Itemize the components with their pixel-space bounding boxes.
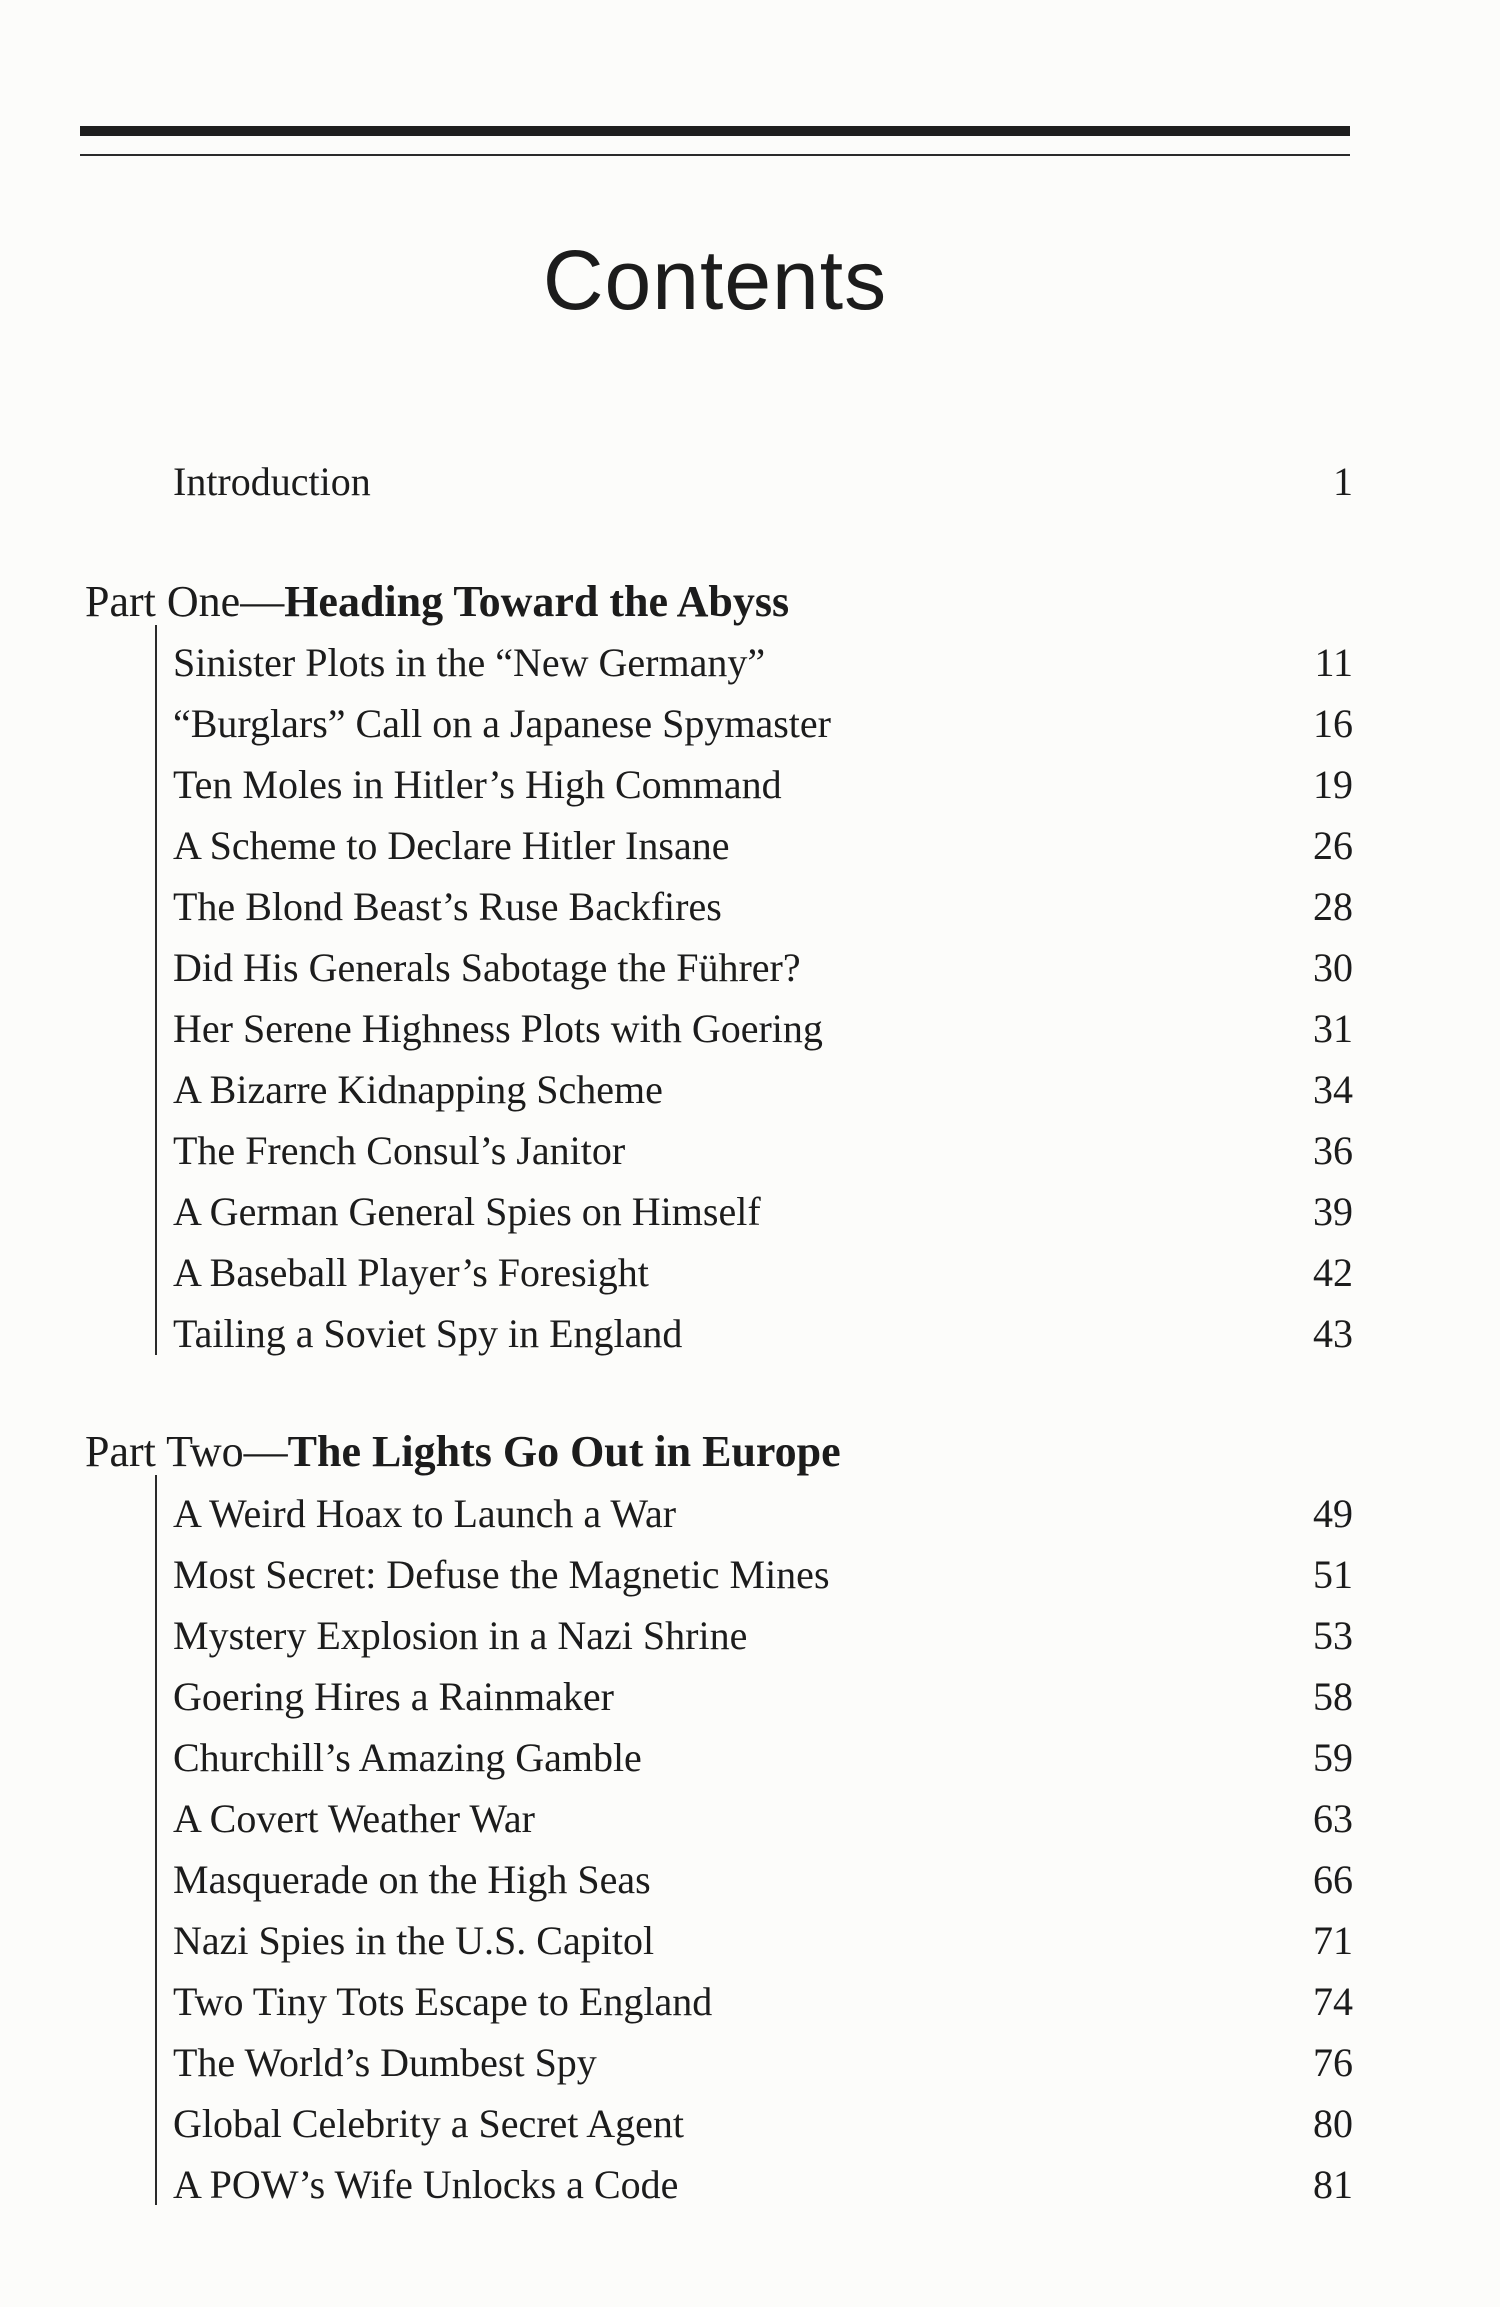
- toc-entry[interactable]: [173, 1794, 1353, 1844]
- toc-entry-title: A Baseball Player’s Foresight: [173, 1250, 649, 1295]
- toc-entry[interactable]: [173, 1733, 1353, 1783]
- toc-entry-page: 11: [1314, 640, 1353, 685]
- toc-entry-title: “Burglars” Call on a Japanese Spymaster: [173, 701, 831, 746]
- toc-entry[interactable]: [173, 1126, 1353, 1176]
- toc-entry[interactable]: [173, 2160, 1353, 2210]
- toc-entry-title: Ten Moles in Hitler’s High Command: [173, 762, 782, 807]
- part-one-heading: [85, 574, 789, 630]
- toc-entry-title: The Blond Beast’s Ruse Backfires: [173, 884, 722, 929]
- toc-entry[interactable]: [173, 2038, 1353, 2088]
- toc-entry[interactable]: [173, 943, 1353, 993]
- toc-entry-page: 74: [1313, 1979, 1353, 2024]
- toc-entry[interactable]: [173, 1916, 1353, 1966]
- header-rule-thin: [80, 154, 1350, 156]
- toc-entry-page: 42: [1313, 1250, 1353, 1295]
- part-dash: —: [240, 577, 285, 626]
- toc-entry-title: The World’s Dumbest Spy: [173, 2040, 597, 2085]
- toc-entry-title: Nazi Spies in the U.S. Capitol: [173, 1918, 655, 1963]
- page-title: Contents: [542, 233, 888, 327]
- toc-entry-title: Two Tiny Tots Escape to England: [173, 1979, 713, 2024]
- toc-entry-page: 66: [1313, 1857, 1353, 1902]
- toc-entry-page: 59: [1313, 1735, 1353, 1780]
- toc-entry-title: The French Consul’s Janitor: [173, 1128, 626, 1173]
- toc-entry[interactable]: [173, 1004, 1353, 1054]
- toc-entry-page: 28: [1313, 884, 1353, 929]
- toc-entry[interactable]: [173, 2099, 1353, 2149]
- part-title: Heading Toward the Abyss: [284, 577, 790, 626]
- toc-entry-title: Masquerade on the High Seas: [173, 1857, 651, 1902]
- toc-entry-page: 58: [1313, 1674, 1353, 1719]
- toc-entry-title: Tailing a Soviet Spy in England: [173, 1311, 683, 1356]
- toc-entry-title: Her Serene Highness Plots with Goering: [173, 1006, 823, 1051]
- toc-entry-title: Churchill’s Amazing Gamble: [173, 1735, 642, 1780]
- toc-entry[interactable]: [173, 1065, 1353, 1115]
- toc-entry-title: Introduction: [173, 459, 371, 504]
- toc-entry-page: 51: [1313, 1552, 1353, 1597]
- toc-entry-page: 53: [1313, 1613, 1353, 1658]
- toc-entry[interactable]: [173, 1248, 1353, 1298]
- toc-entry-title: Sinister Plots in the “New Germany”: [173, 640, 766, 685]
- part-label: Part Two: [85, 1427, 244, 1476]
- toc-entry-page: 80: [1313, 2101, 1353, 2146]
- toc-entry-title: A Weird Hoax to Launch a War: [173, 1491, 677, 1536]
- toc-entry-page: 39: [1313, 1189, 1353, 1234]
- toc-entry-title: Most Secret: Defuse the Magnetic Mines: [173, 1552, 830, 1597]
- toc-entry-page: 71: [1313, 1918, 1353, 1963]
- toc-entry-page: 31: [1313, 1006, 1353, 1051]
- toc-entry[interactable]: [173, 1187, 1353, 1237]
- toc-entry-title: A Bizarre Kidnapping Scheme: [173, 1067, 663, 1112]
- toc-entry-page: 1: [1333, 459, 1353, 504]
- toc-entry-page: 81: [1313, 2162, 1353, 2207]
- toc-entry[interactable]: [173, 699, 1353, 749]
- toc-entry[interactable]: [173, 1672, 1353, 1722]
- toc-entry-title: Global Celebrity a Secret Agent: [173, 2101, 684, 2146]
- part-two-section-bar: [155, 1475, 157, 2205]
- toc-entry-page: 49: [1313, 1491, 1353, 1536]
- toc-entry-page: 30: [1313, 945, 1353, 990]
- toc-entry-page: 16: [1313, 701, 1353, 746]
- toc-entry[interactable]: [173, 821, 1353, 871]
- toc-entry-page: 43: [1313, 1311, 1353, 1356]
- toc-entry-page: 26: [1313, 823, 1353, 868]
- toc-entry-page: 76: [1313, 2040, 1353, 2085]
- toc-entry-title: A POW’s Wife Unlocks a Code: [173, 2162, 679, 2207]
- toc-entry-page: 63: [1313, 1796, 1353, 1841]
- toc-entry-title: Goering Hires a Rainmaker: [173, 1674, 614, 1719]
- toc-entry-page: 34: [1313, 1067, 1353, 1112]
- part-one-section-bar: [155, 625, 157, 1355]
- header-rule-thick: [80, 126, 1350, 136]
- toc-entry-introduction[interactable]: [173, 457, 1353, 507]
- toc-entry[interactable]: [173, 1489, 1353, 1539]
- toc-entry[interactable]: [173, 760, 1353, 810]
- toc-entry-title: A Covert Weather War: [173, 1796, 535, 1841]
- part-dash: —: [243, 1427, 288, 1476]
- toc-entry[interactable]: [173, 638, 1353, 688]
- toc-entry-page: 19: [1313, 762, 1353, 807]
- toc-entry-page: 36: [1313, 1128, 1353, 1173]
- part-label: Part One: [85, 577, 241, 626]
- toc-entry-title: A German General Spies on Himself: [173, 1189, 761, 1234]
- toc-entry-title: A Scheme to Declare Hitler Insane: [173, 823, 730, 868]
- toc-entry[interactable]: [173, 1309, 1353, 1359]
- toc-entry[interactable]: [173, 882, 1353, 932]
- toc-entry[interactable]: [173, 1977, 1353, 2027]
- toc-entry[interactable]: [173, 1550, 1353, 1600]
- part-title: The Lights Go Out in Europe: [287, 1427, 841, 1476]
- toc-entry[interactable]: [173, 1855, 1353, 1905]
- toc-entry[interactable]: [173, 1611, 1353, 1661]
- toc-entry-title: Mystery Explosion in a Nazi Shrine: [173, 1613, 748, 1658]
- part-two-heading: [85, 1424, 841, 1480]
- toc-entry-title: Did His Generals Sabotage the Führer?: [173, 945, 801, 990]
